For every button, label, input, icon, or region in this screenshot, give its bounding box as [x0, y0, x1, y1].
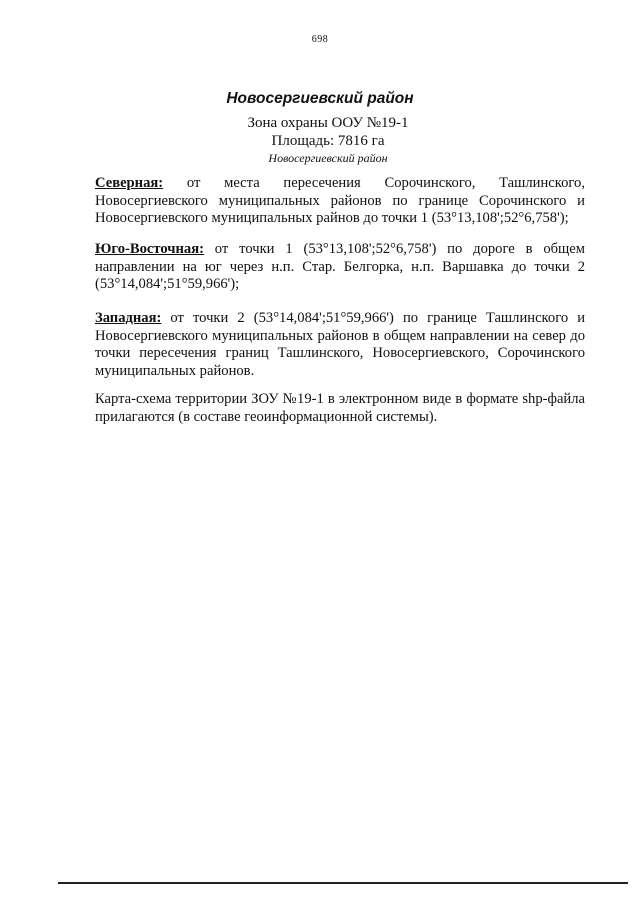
- north-boundary-text: от места пересечения Сорочинского, Ташлинского, Новосергиевского муниципальных районов по границе Сорочинского и Новосергиевского муниципальных райнов до точки 1 (53°13,108';52°6,758');: [95, 175, 585, 226]
- bottom-rule: [58, 882, 628, 884]
- district-subtitle: Новосергиевский район: [268, 151, 388, 165]
- north-boundary-paragraph: [95, 175, 585, 228]
- southeast-boundary-text: от точки 1 (53°13,108';52°6,758') по дороге в общем направлении на юг через н.п. Стар. Белгорка, н.п. Варшавка до точки 2 (53°14,084';51°59,966');: [95, 241, 585, 292]
- southeast-boundary-label: Юго-Восточная:: [95, 241, 204, 257]
- west-boundary-label: Западная:: [95, 310, 162, 326]
- west-boundary-text: от точки 2 (53°14,084';51°59,966') по границе Ташлинского и Новосергиевского муниципальных районов в общем направлении на север до точки пересечения границ Ташлинского, Новосергиевского, Сорочинского муниципальных районов.: [95, 310, 585, 379]
- area-line: Площадь: 7816 га: [271, 133, 385, 149]
- southeast-boundary-paragraph: [95, 241, 585, 294]
- north-boundary-label: Северная:: [95, 175, 164, 191]
- map-note-paragraph: Карта-схема территории ЗОУ №19-1 в электронном виде в формате shp-файла прилагаются (в составе геоинформационной системы).: [95, 391, 585, 425]
- west-boundary-paragraph: [95, 310, 585, 380]
- district-title: Новосергиевский район: [226, 90, 414, 107]
- page-number: 698: [311, 34, 329, 45]
- zone-title: Зона охраны ООУ №19-1: [247, 115, 409, 131]
